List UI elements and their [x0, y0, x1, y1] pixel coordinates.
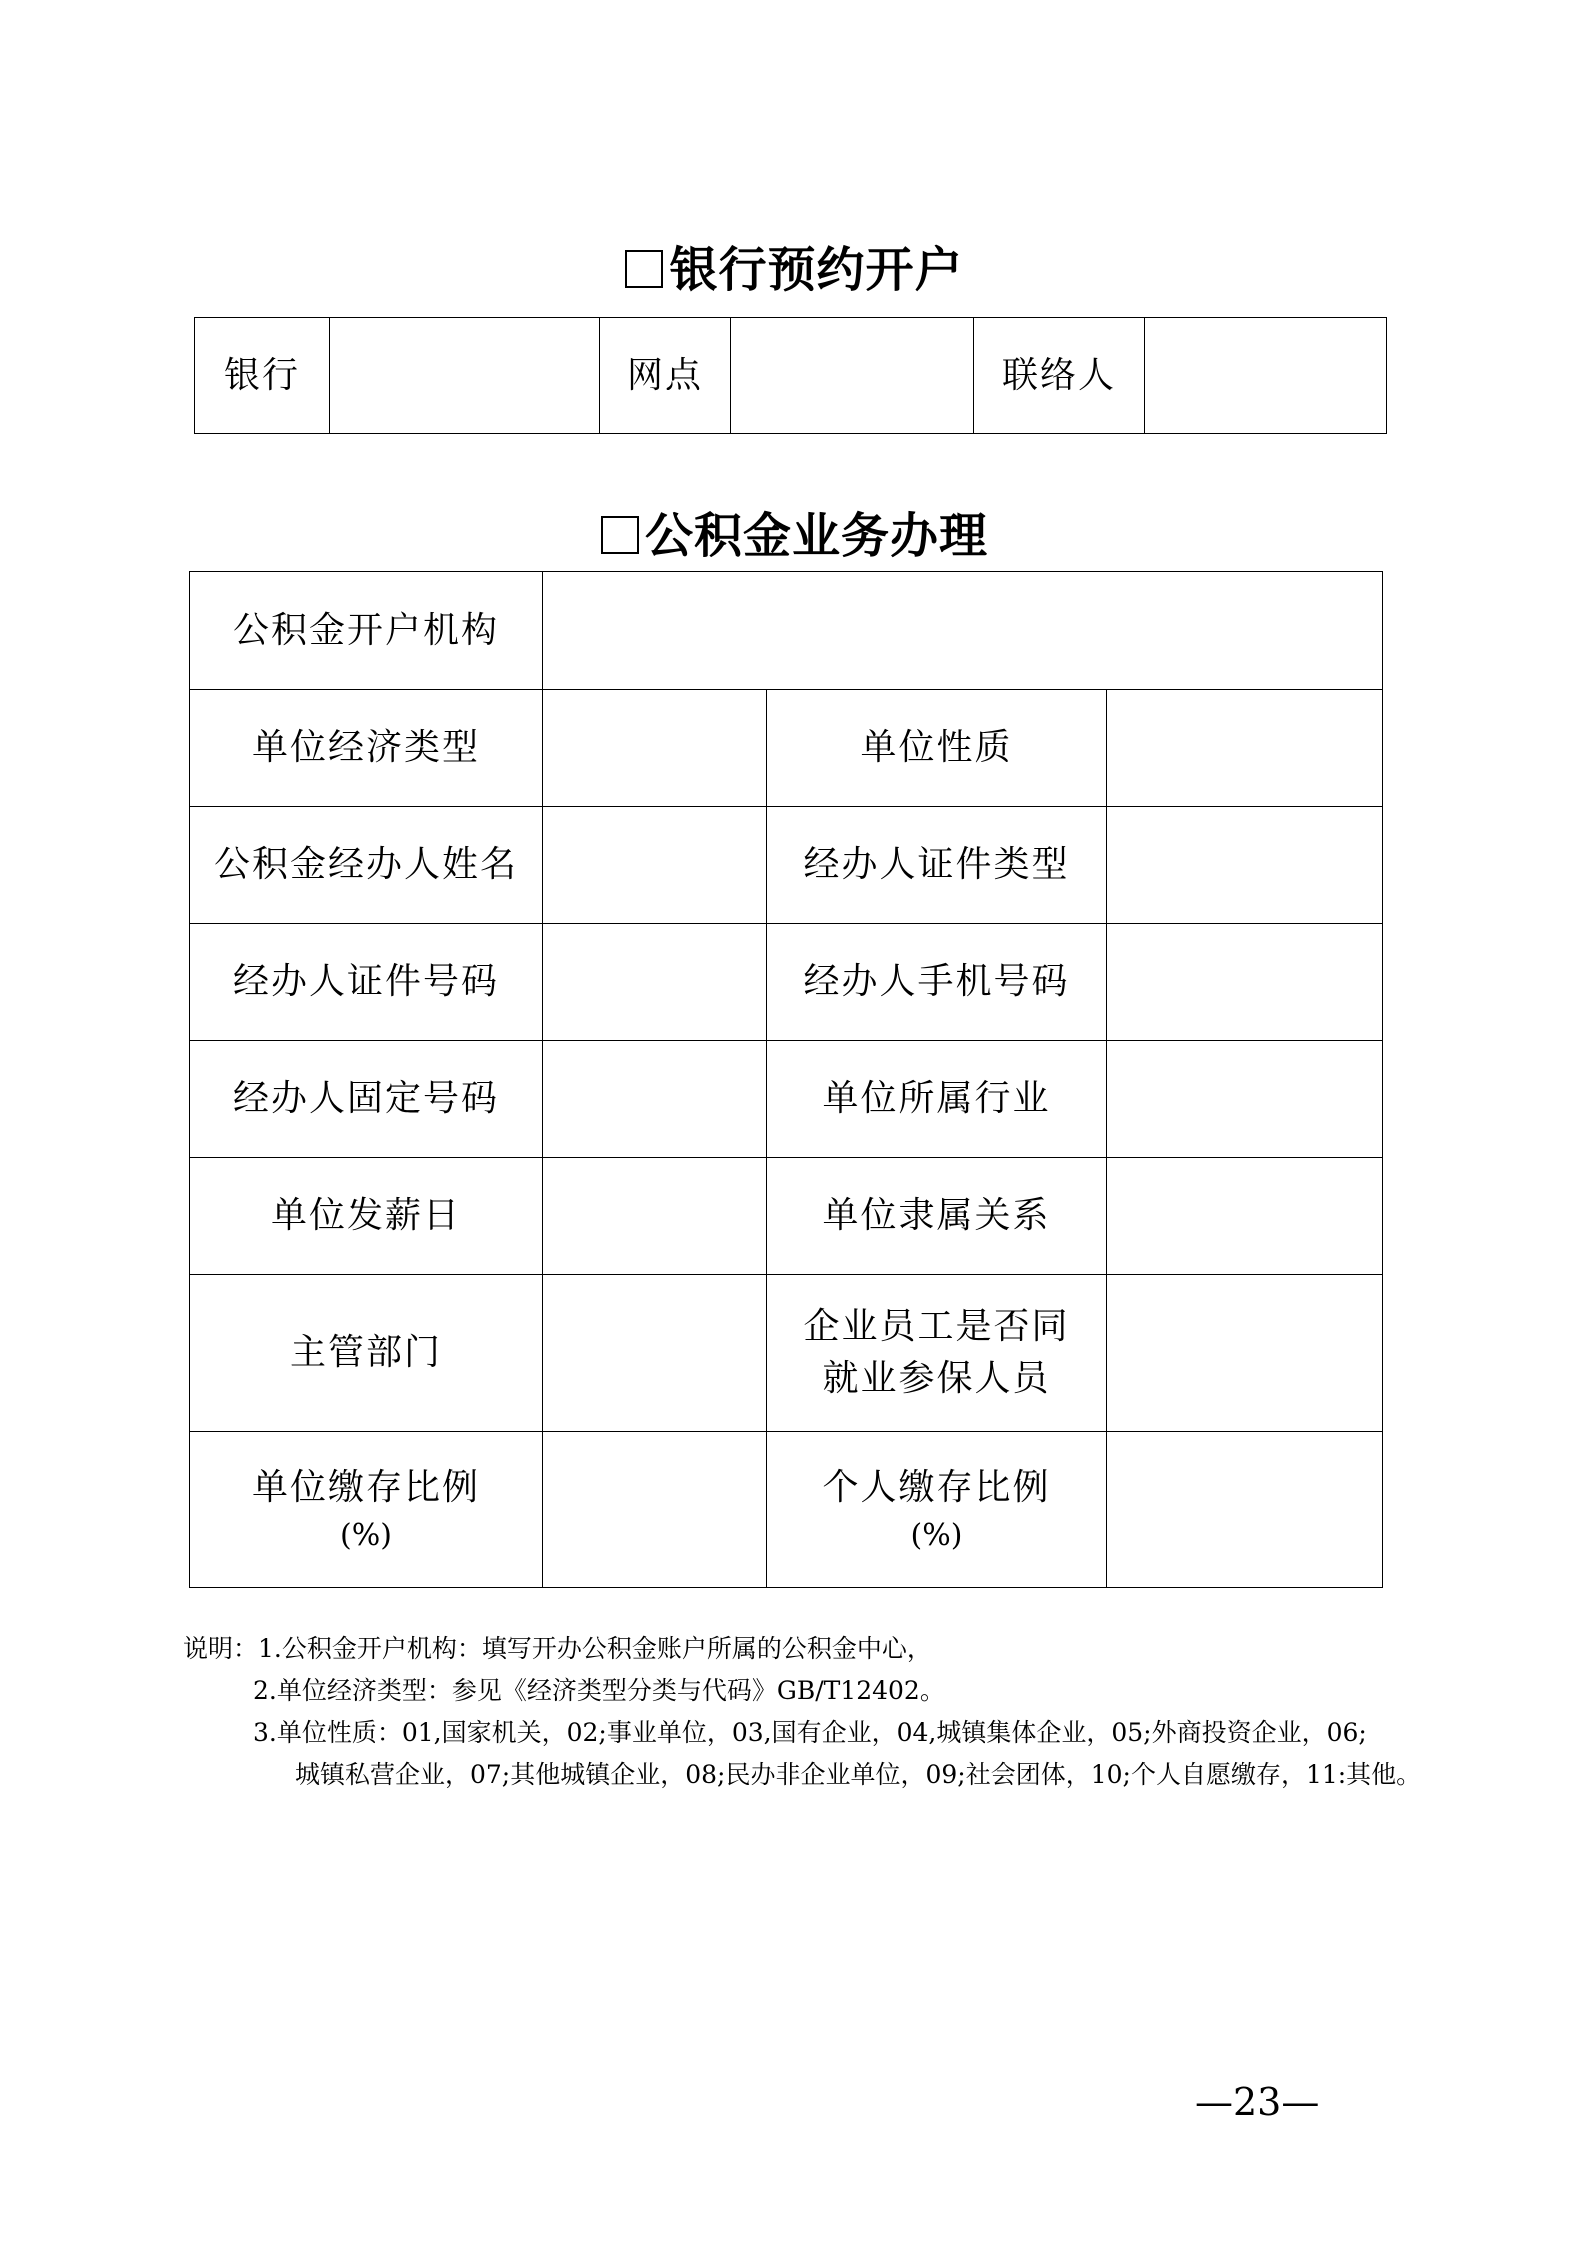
gjj-section-title [0, 506, 1589, 566]
institution-label: 公积金开户机构 [190, 572, 543, 690]
industry-label: 单位所属行业 [767, 1041, 1107, 1158]
unit-rate-unit: (%) [340, 1517, 392, 1553]
contact-label: 联络人 [974, 318, 1145, 434]
bank-value-cell[interactable] [330, 318, 600, 434]
insured-staff-value-cell[interactable] [1107, 1275, 1383, 1432]
personal-rate-unit: (%) [910, 1517, 963, 1553]
insured-staff-label-line2: 就业参保人员 [822, 1358, 1051, 1399]
checkbox-icon[interactable] [601, 516, 639, 554]
table-row [190, 572, 1383, 690]
agent-id-type-label: 经办人证件类型 [767, 807, 1107, 924]
insured-staff-label-line1: 企业员工是否同 [803, 1306, 1070, 1347]
checkbox-icon[interactable] [625, 250, 663, 288]
economic-type-value-cell[interactable] [543, 690, 767, 807]
industry-value-cell[interactable] [1107, 1041, 1383, 1158]
table-row [190, 1432, 1383, 1588]
agent-id-type-value-cell[interactable] [1107, 807, 1383, 924]
note-line-4: 城镇私营企业，07;其他城镇企业，08;民办非企业单位，09;社会团体，10;个人自愿缴存，11:其他。 [295, 1760, 1422, 1789]
agent-name-label: 公积金经办人姓名 [190, 807, 543, 924]
housing-fund-table [189, 571, 1383, 1588]
unit-nature-label: 单位性质 [767, 690, 1107, 807]
supervisor-dept-label: 主管部门 [190, 1275, 543, 1432]
unit-rate-label [190, 1432, 543, 1588]
unit-rate-label-text: 单位缴存比例 [251, 1466, 480, 1508]
payday-label: 单位发薪日 [190, 1158, 543, 1275]
affiliation-label: 单位隶属关系 [767, 1158, 1107, 1275]
branch-value-cell[interactable] [731, 318, 974, 434]
table-row [190, 690, 1383, 807]
unit-nature-value-cell[interactable] [1107, 690, 1383, 807]
table-row [190, 1041, 1383, 1158]
agent-name-value-cell[interactable] [543, 807, 767, 924]
unit-rate-value-cell[interactable] [543, 1432, 767, 1588]
bank-label: 银行 [195, 318, 330, 434]
agent-mobile-value-cell[interactable] [1107, 924, 1383, 1041]
agent-landline-value-cell[interactable] [543, 1041, 767, 1158]
personal-rate-label [767, 1432, 1107, 1588]
insured-staff-label [767, 1275, 1107, 1432]
supervisor-dept-value-cell[interactable] [543, 1275, 767, 1432]
note-line-2: 2.单位经济类型：参见《经济类型分类与代码》GB/T12402。 [253, 1676, 945, 1705]
personal-rate-label-text: 个人缴存比例 [822, 1466, 1051, 1508]
table-row [190, 807, 1383, 924]
affiliation-value-cell[interactable] [1107, 1158, 1383, 1275]
agent-landline-label: 经办人固定号码 [190, 1041, 543, 1158]
personal-rate-value-cell[interactable] [1107, 1432, 1383, 1588]
gjj-section-title-text: 公积金业务办理 [644, 508, 988, 564]
contact-value-cell[interactable] [1145, 318, 1387, 434]
table-row [195, 318, 1387, 434]
agent-id-number-value-cell[interactable] [543, 924, 767, 1041]
page-number: —23— [1195, 2080, 1320, 2124]
bank-section-title [0, 240, 1589, 300]
agent-id-number-label: 经办人证件号码 [190, 924, 543, 1041]
note-line-3: 3.单位性质：01,国家机关，02;事业单位，03,国有企业，04,城镇集体企业，05;外商投资企业，06; [253, 1718, 1367, 1747]
table-row [190, 1158, 1383, 1275]
payday-value-cell[interactable] [543, 1158, 767, 1275]
table-row [190, 1275, 1383, 1432]
agent-mobile-label: 经办人手机号码 [767, 924, 1107, 1041]
notes [183, 1628, 1483, 1796]
note-line-1: 说明：1.公积金开户机构：填写开办公积金账户所属的公积金中心， [183, 1634, 932, 1663]
economic-type-label: 单位经济类型 [190, 690, 543, 807]
institution-value-cell[interactable] [543, 572, 1383, 690]
branch-label: 网点 [600, 318, 731, 434]
table-row [190, 924, 1383, 1041]
bank-section-title-text: 银行预约开户 [669, 242, 964, 298]
bank-appointment-table [194, 317, 1387, 434]
